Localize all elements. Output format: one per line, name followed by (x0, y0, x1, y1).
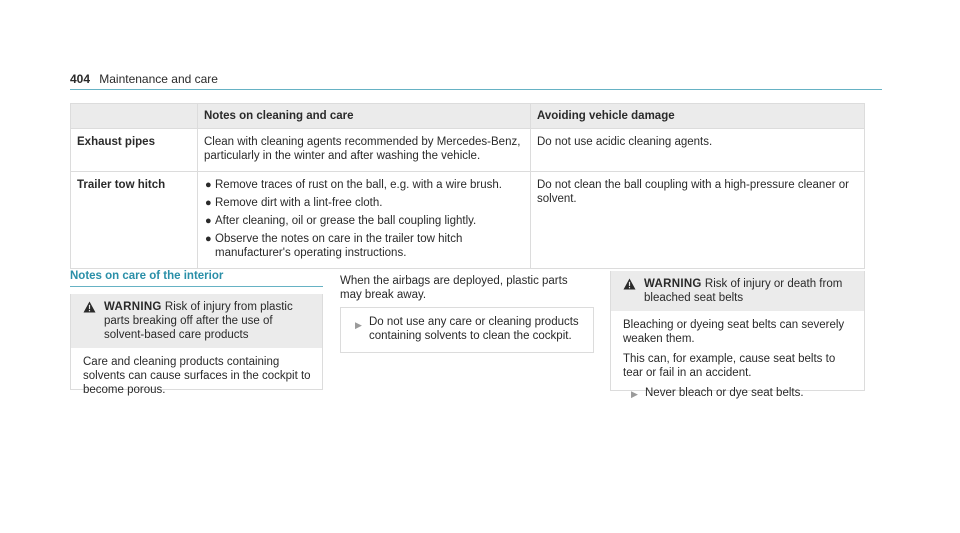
airbag-note: When the airbags are deployed, plastic parts may break away. (340, 275, 568, 301)
warning-text: Care and cleaning products containing solvents can cause surfaces in the cockpit to become porous. (83, 356, 311, 396)
list-item: ● Observe the notes on care in the trailer tow hitch manufacturer's operating instructions. (205, 233, 463, 259)
warning-label: WARNING (104, 301, 162, 313)
warning-triangle-icon (623, 278, 636, 290)
arrow-right-icon: ▶ (355, 320, 362, 330)
warning-text: This can, for example, cause seat belts to tear or fail in an accident. (623, 353, 836, 379)
warning-body (71, 348, 322, 405)
row-label: Trailer tow hitch (71, 172, 198, 269)
page-number: 404 (70, 72, 91, 86)
warning-label: WARNING (644, 278, 702, 290)
column-header-damage: Avoiding vehicle damage (531, 104, 865, 129)
bullet-icon: ● (205, 215, 212, 227)
warning-heading: Risk of injury or death from bleached seat belts (644, 278, 843, 304)
bullet-list (204, 178, 524, 260)
bullet-icon: ● (205, 197, 212, 209)
column-header-blank (71, 104, 198, 129)
list-item: ● Remove traces of rust on the ball, e.g. with a wire brush. (205, 179, 502, 191)
arrow-right-icon: ▶ (631, 389, 638, 399)
instruction-text: Do not use any care or cleaning products containing solvents to clean the cockpit. (369, 316, 579, 342)
section-title: Notes on care of the interior (70, 269, 323, 287)
warning-box-solvents (70, 294, 323, 396)
warning-heading: Risk of injury from plastic parts breaking off after the use of solvent-based care products (104, 301, 293, 341)
damage-cell: Do not use acidic cleaning agents. (531, 129, 865, 172)
instruction-line (623, 386, 856, 400)
warning-header (71, 294, 322, 348)
instruction-text: Never bleach or dye seat belts. (645, 387, 804, 399)
page-title: Maintenance and care (99, 72, 218, 86)
bullet-icon: ● (205, 233, 212, 245)
care-cell: Clean with cleaning agents recommended by Mercedes-Benz, particularly in the winter and after washing the vehicle. (198, 129, 531, 172)
damage-cell: Do not clean the ball coupling with a high-pressure cleaner or solvent. (531, 172, 865, 269)
table-row (71, 172, 865, 269)
warning-triangle-icon (83, 301, 96, 313)
page-header (70, 72, 882, 90)
care-cell (198, 172, 531, 269)
table-header-row (71, 104, 865, 129)
care-table (70, 103, 865, 269)
warning-header (611, 271, 864, 311)
warning-body (611, 311, 864, 408)
row-label: Exhaust pipes (71, 129, 198, 172)
list-item: ● After cleaning, oil or grease the ball coupling lightly. (205, 215, 477, 227)
warning-box-seat-belts (610, 271, 865, 399)
column-header-care: Notes on cleaning and care (198, 104, 531, 129)
warning-text: Bleaching or dyeing seat belts can severely weaken them. (623, 319, 845, 345)
table-row (71, 129, 865, 172)
instruction-box (340, 307, 594, 353)
bullet-icon: ● (205, 179, 212, 191)
list-item: ● Remove dirt with a lint-free cloth. (205, 197, 383, 209)
